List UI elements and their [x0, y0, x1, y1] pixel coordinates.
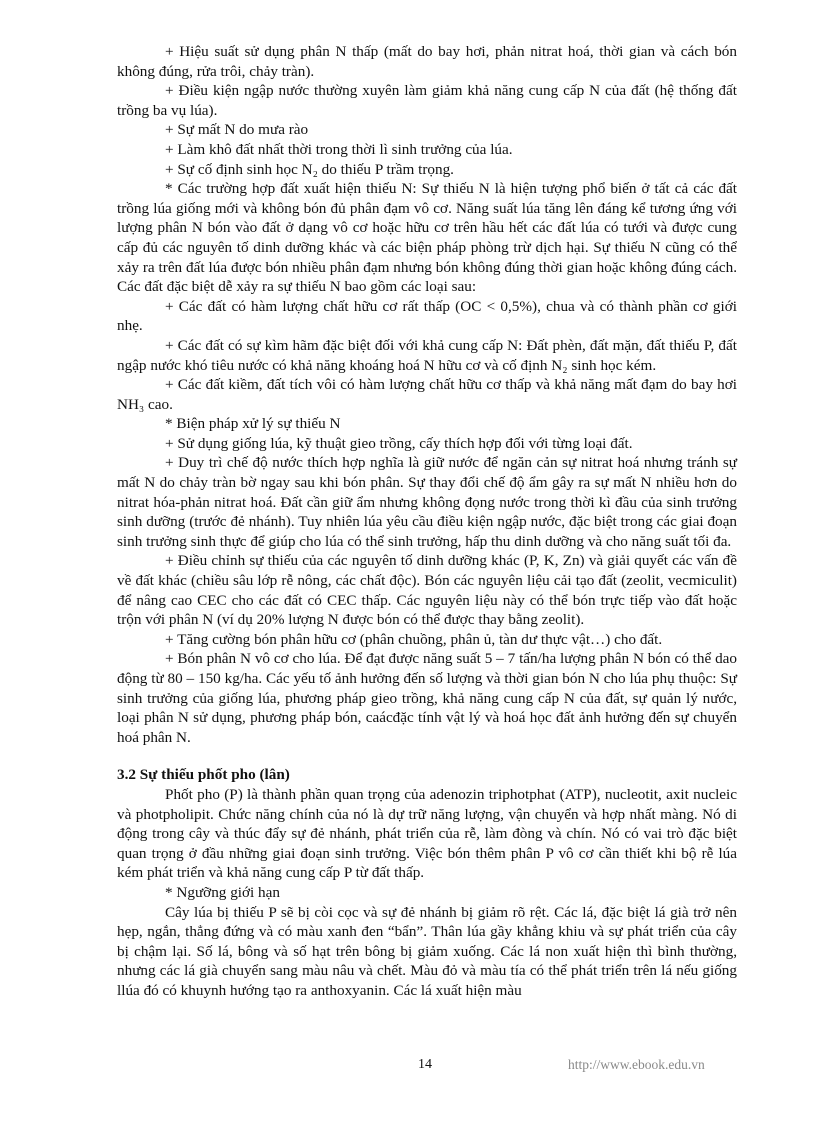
paragraph: + Điều chỉnh sự thiếu của các nguyên tố dinh dưỡng khác (P, K, Zn) và giải quyết các vấn đề về đất khác (chiều sâu lớp rễ nông, các chất độc). Bón các nguyên liệu cải tạo đất (zeolit, vecmiculit) để nâng cao CEC cho các đất có CEC thấp. Các nguyên liệu này có thể bón trực tiếp vào đất hoặc trộn với phân N (ví dụ 20% lượng N được bón có thể được thay bằng zeolit). [117, 552, 737, 629]
paragraph: * Các trường hợp đất xuất hiện thiếu N: Sự thiếu N là hiện tượng phổ biến ở tất cả các đất trồng lúa giống mới và không bón đủ phân đạm vô cơ. Năng suất lúa tăng lên đáng kể tương ứng với lượng phân N bón vào đất ở dạng vô cơ hoặc hữu cơ trên hầu hết các đất lúa có tưới và được cung cấp đủ các nguyên tố dinh dưỡng khác và các biện pháp phòng trừ dịch hại. Sự thiếu N cũng có thể xảy ra trên đất lúa được bón nhiều phân đạm nhưng bón không đúng thời gian hoặc không đúng cách. Các đất đặc biệt dễ xảy ra sự thiếu N bao gồm các loại sau: [117, 180, 737, 296]
paragraph: Phốt pho (P) là thành phần quan trọng của adenozin triphotphat (ATP), nucleotit, axit nucleic và photpholipit. Chức năng chính của nó là dự trữ năng lượng, vận chuyển và hợp nhất màng. Nó di động trong cây và thúc đẩy sự đẻ nhánh, phát triển của rễ, làm đòng và chín. Nó có vai trò đặc biệt quan trọng ở đầu những giai đoạn sinh trưởng. Việc bón thêm phân P vô cơ cần thiết khi bộ rễ lúa kém phát triển và khả năng cung cấp P từ đất thấp. [117, 785, 737, 882]
paragraph: + Các đất có sự kìm hãm đặc biệt đối với khả cung cấp N: Đất phèn, đất mặn, đất thiếu P, đất ngập nước khó tiêu nước có khả năng khoáng hoá N hữu cơ và cố định N₂ sinh học kém. [117, 336, 737, 374]
paragraph: + Các đất kiềm, đất tích vôi có hàm lượng chất hữu cơ thấp và khả năng mất đạm do bay hơi NH₃ cao. [117, 376, 737, 413]
paragraph: * Ngưỡng giới hạn [165, 883, 280, 901]
paragraph: + Các đất có hàm lượng chất hữu cơ rất thấp (OC < 0,5%), chua và có thành phần cơ giới nhẹ. [117, 297, 737, 335]
paragraph: * Biện pháp xử lý sự thiếu N [165, 415, 341, 433]
paragraph: + Làm khô đất nhất thời trong thời lì sinh trưởng của lúa. [165, 140, 513, 158]
website-url: http://www.ebook.edu.vn [568, 1057, 705, 1072]
paragraph: + Sử dụng giống lúa, kỹ thuật gieo trồng, cấy thích hợp đối với từng loại đất. [165, 434, 633, 452]
paragraph: + Tăng cường bón phân hữu cơ (phân chuồng, phân ủ, tàn dư thực vật…) cho đất. [165, 630, 663, 648]
paragraph: + Hiệu suất sử dụng phân N thấp (mất do bay hơi, phản nitrat hoá, thời gian và cách bón không đúng, rửa trôi, chảy tràn). [117, 43, 737, 80]
paragraph: + Điều kiện ngập nước thường xuyên làm giảm khả năng cung cấp N của đất (hệ thống đất trồng ba vụ lúa). [117, 82, 737, 119]
page-number: 14 [418, 1057, 432, 1072]
paragraph: + Duy trì chế độ nước thích hợp nghĩa là giữ nước để ngăn cản sự nitrat hoá nhưng tránh sự mất N do chảy tràn bờ ngay sau khi bón phân. Sự thay đổi chế độ ẩm gây ra sự mất N nhiều hơn do nitrat hóa-phản nitrat hoá. Đất cần giữ ẩm nhưng không đọng nước trong thời kì đầu của sinh trưởng sinh dưỡng (trước đẻ nhánh). Tuy nhiên lúa yêu cầu điều kiện ngập nước, đặc biệt trong các giai đoạn sinh trưởng sinh thực để giúp cho lúa có thể sinh trưởng, hấp thu dinh dưỡng và cho năng suất tối đa. [117, 454, 737, 550]
section-heading: 3.2 Sự thiếu phốt pho (lân) [117, 766, 290, 784]
paragraph: Cây lúa bị thiếu P sẽ bị còi cọc và sự đẻ nhánh bị giảm rõ rệt. Các lá, đặc biệt lá già trở nên hẹp, ngắn, thẳng đứng và có màu xanh đen “bẩn”. Thân lúa gầy khẳng khiu và sự phát triển của cây bị chậm lại. Số lá, bông và số hạt trên bông bị giảm xuống. Các lá non xuất hiện thì bình thường, nhưng các lá già chuyển sang màu nâu và chết. Màu đỏ và màu tía có thể phát triển trên lá nếu giống llúa đó có khuynh hướng tạo ra anthoxyanin. Các lá xuất hiện màu [117, 903, 737, 999]
page-body [117, 42, 737, 1001]
paragraph: + Sự mất N do mưa rào [165, 121, 309, 139]
paragraph: + Sự cố định sinh học N₂ do thiếu P trầm trọng. [165, 160, 454, 178]
paragraph: + Bón phân N vô cơ cho lúa. Để đạt được năng suất 5 – 7 tấn/ha lượng phân N bón có thể dao động từ 80 – 150 kg/ha. Các yếu tố ảnh hưởng đến số lượng và thời gian bón N cho lúa phụ thuộc: Sự sinh trưởng của giống lúa, phương pháp gieo trồng, khả năng cung cấp N của đất, sự quản lý nước, loại phân N sử dụng, phương pháp bón, caácđặc tính vật lý và hoá học đất ảnh hưởng đến sự chuyển hoá phân N. [117, 650, 737, 746]
page-footer [0, 1057, 816, 1077]
